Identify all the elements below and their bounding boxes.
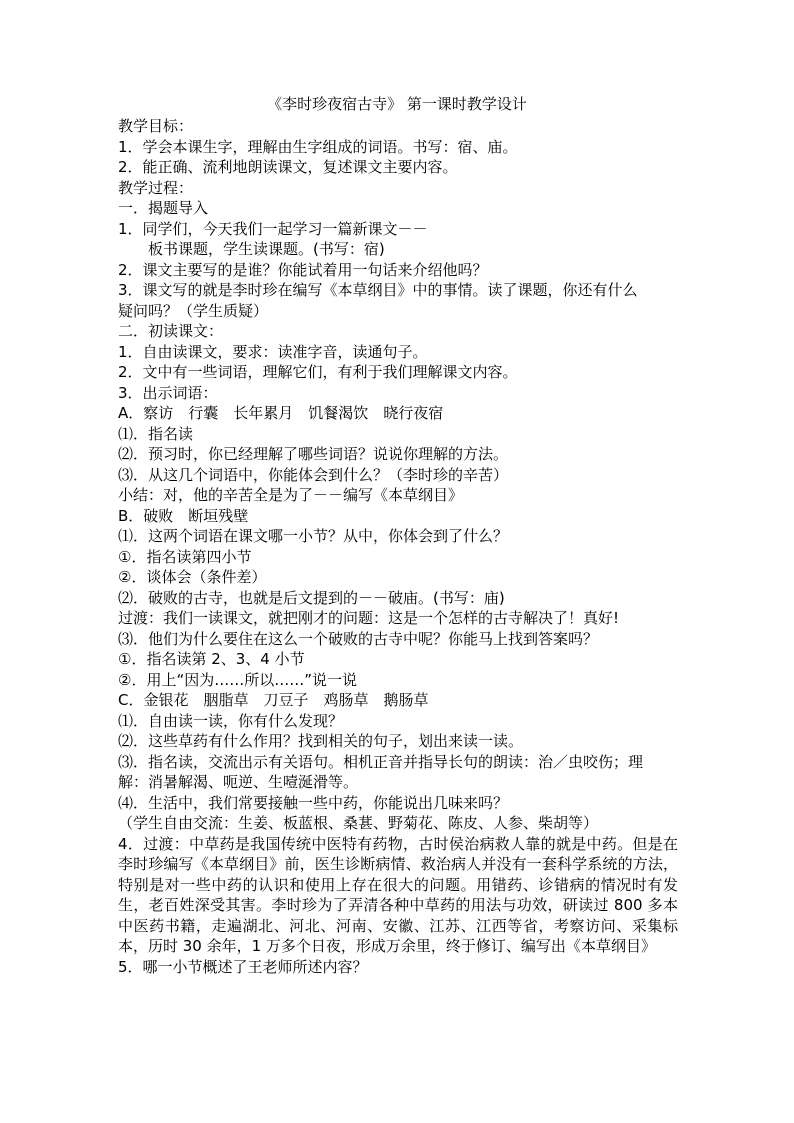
text-line: 2．课文主要写的是谁？你能试着用一句话来介绍他吗？: [118, 260, 488, 279]
paragraph-transition: 4．过渡：中草药是我国传统中医特有药物，古时侯治病救人靠的就是中药。但是在李时珍编写《本草纲目》前，医生诊断病情、救治病人并没有一套科学系统的方法，特别是对一些中药的认识和使用上存在很大的问题。用错药、诊错病的情况时有发生，老百姓深受其害。李时珍为了弄清各种中草药的用法与功效，研读过 800 多本中医药书籍，走遍湖北、河北、河南、安徽、江苏、江西等省，考察访问、采集标本，历时 30 余年，1 万多个日夜，形成万余里，终于修订、编写出《本草纲目》: [118, 834, 678, 955]
text-line: 3．课文写的就是李时珍在编写《本草纲目》中的事情。读了课题，你还有什么: [118, 281, 638, 299]
part-heading-first-reading: 二．初读课文：: [118, 322, 224, 340]
text-line: A．察访 行囊 长年累月 饥餐渴饮 晓行夜宿: [118, 404, 444, 422]
text-line: 疑问吗？（学生质疑）: [118, 301, 269, 320]
text-line: 1．同学们，今天我们一起学习一篇新课文－－: [118, 219, 428, 238]
objective-1: 1．学会本课生字，理解由生字组成的词语。书写：宿、庙。: [118, 137, 518, 156]
section-heading-process: 教学过程：: [118, 178, 194, 197]
text-line: ②．谈体会（条件差）: [118, 568, 267, 586]
text-line: 5．哪一小节概述了王老师所述内容？: [118, 957, 368, 976]
text-line: C．金银花 胭脂草 刀豆子 鸡肠草 鹅肠草: [118, 691, 429, 709]
text-line: 1．自由读课文，要求：读准字音，读通句子。: [118, 342, 428, 361]
text-line: 2．文中有一些词语，理解它们，有利于我们理解课文内容。: [118, 363, 518, 381]
text-line: ⑴．自由读一读，你有什么发现？: [118, 711, 344, 730]
text-line: ⑶．他们为什么要住在这么一个破败的古寺中呢？你能马上找到答案吗？: [118, 629, 599, 648]
text-line: ⑴．指名读: [118, 424, 194, 443]
text-line: ②．用上“因为……所以……”说一说: [118, 670, 357, 689]
text-line: ⑵．破败的古寺，也就是后文提到的－－破庙。(书写：庙): [118, 588, 505, 607]
text-line: ⑶．指名读，交流出示有关语句。相机正音并指导长句的朗读：治／虫咬伤；理: [118, 752, 644, 771]
text-line: ⑴．这两个词语在课文哪一小节？从中，你体会到了什么？: [118, 527, 509, 545]
text-line: ①．指名读第四小节: [118, 547, 252, 566]
text-line: ①．指名读第 2、3、4 小节: [118, 650, 305, 668]
text-line: 板书课题，学生读课题。(书写：宿): [148, 240, 385, 258]
text-line: ⑵．预习时，你已经理解了哪些词语？说说你理解的方法。: [118, 445, 509, 463]
text-line: 解：消暑解渴、呃逆、生噎涎滑等。: [118, 773, 359, 791]
document-title: 《李时珍夜宿古寺》 第一课时教学设计: [267, 95, 527, 113]
text-line: 3．出示词语：: [118, 383, 218, 402]
part-heading-intro: 一．揭题导入: [118, 199, 209, 217]
text-line: ⑷．生活中，我们常要接触一些中药，你能说出几味来吗？: [118, 793, 509, 812]
text-line: 过渡：我们一读课文，就把刚才的问题：这是一个怎样的古寺解决了！真好!: [118, 609, 620, 627]
text-line: ⑵．这些草药有什么作用？找到相关的句子，划出来读一读。: [118, 732, 524, 750]
section-heading-objectives: 教学目标：: [118, 117, 194, 135]
text-line: 小结：对，他的辛苦全是为了－－编写《本草纲目》: [118, 486, 464, 504]
text-line: B．破败 断垣残壁: [118, 506, 249, 525]
text-line: ⑶．从这几个词语中，你能体会到什么？（李时珍的辛苦）: [118, 465, 509, 484]
document-body: [118, 116, 678, 977]
objective-2: 2．能正确、流利地朗读课文，复述课文主要内容。: [118, 158, 458, 176]
text-line: （学生自由交流：生姜、板蓝根、桑葚、野菊花、陈皮、人参、柴胡等）: [118, 814, 599, 832]
